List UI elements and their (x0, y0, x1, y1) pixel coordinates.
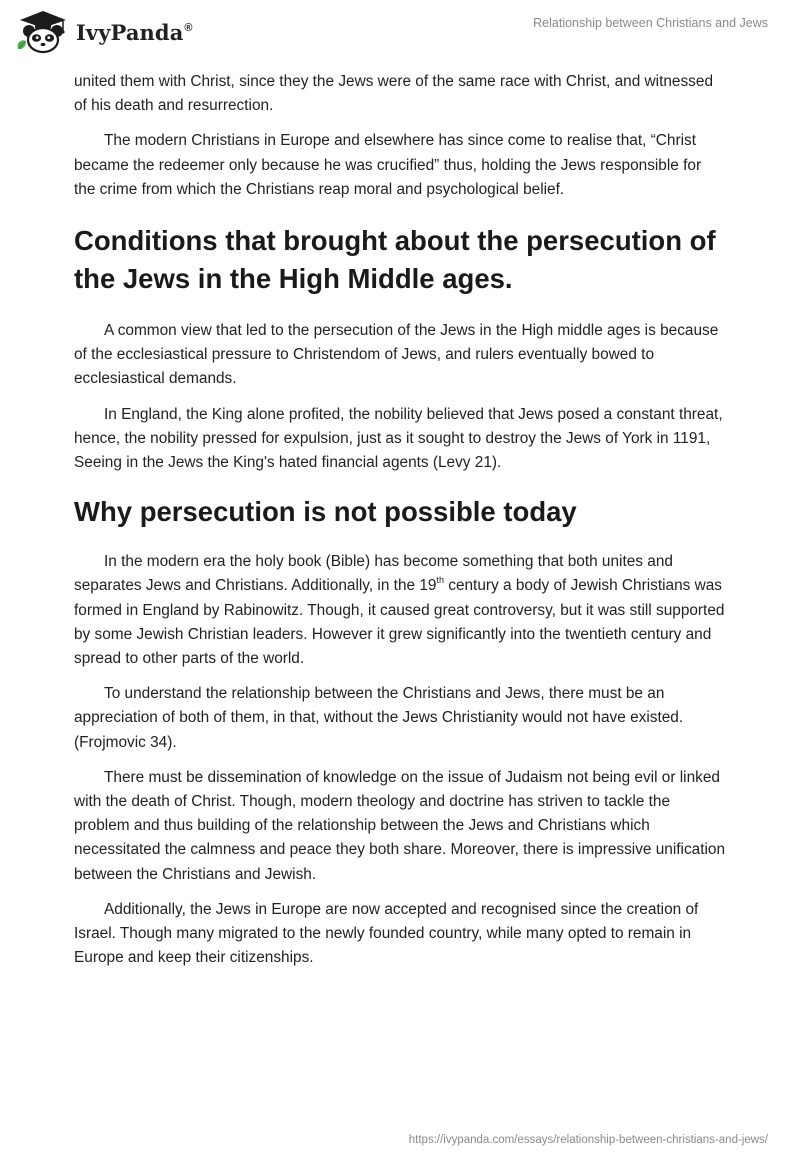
source-url[interactable]: https://ivypanda.com/essays/relationship-between-christians-and-jews/ (408, 1134, 768, 1146)
ordinal-suffix: th (436, 575, 444, 586)
paragraph: There must be dissemination of knowledge on the issue of Judaism not being evil or linked with the death of Christ. Though, modern theology and doctrine has striven to tackle the problem and thus building of the relationship between the Jews and Christians which necessitated the calmness and peace they both share. Moreover, there is impressive unification between the Christians and Jewish. (74, 768, 726, 883)
page-header (0, 0, 800, 66)
paragraph: Additionally, the Jews in Europe are now accepted and recognised since the creation of Israel. Though many migrated to the newly founded country, while many opted to remain in Europe and keep their citizenships. (74, 900, 699, 967)
paragraph: A common view that led to the persecution of the Jews in the High middle ages is because of the ecclesiastical pressure to Christendom of Jews, and rulers eventually bowed to ecclesiastical demands. (74, 322, 719, 388)
brand-logo[interactable] (14, 8, 193, 56)
section-heading: Conditions that brought about the persecution of the Jews in the High Middle ages. (74, 225, 716, 295)
paragraph-text: century a body of Jewish Christians was formed in England by Rabinowitz. Though, it caused great controversy, but it was still supported by some Jewish Christian leaders. However it grew significantly into the twentieth century and spread to other parts of the world. (74, 577, 725, 668)
paragraph: To understand the relationship between the Christians and Jews, there must be an appreciation of both of them, in that, without the Jews Christianity would not have existed. (Frojmovic 34). (74, 685, 684, 751)
brand-name: IvyPanda® (76, 19, 193, 45)
paragraph (74, 550, 726, 671)
paragraph: The modern Christians in Europe and elsewhere has since come to realise that, “Christ became the redeemer only because he was crucified” thus, holding the Jews responsible for the crime from which the Christians reap moral and psychological belief. (74, 132, 702, 198)
paragraph: In England, the King alone profited, the nobility believed that Jews posed a constant threat, hence, the nobility pressed for expulsion, just as it sought to destroy the Jews of York in 1191, Seeing in the Jews the King's hated financial agents (Levy 21). (74, 405, 723, 472)
paragraph-text: In the modern era the holy book (Bible) has become something that both unites and separates Jews and Christians. Additionally, in the 19 (74, 553, 673, 595)
essay-body (74, 70, 726, 981)
registered-mark: ® (184, 21, 193, 34)
graduation-panda-icon (14, 9, 72, 55)
paragraph: united them with Christ, since they the Jews were of the same race with Christ, and witnessed of his death and resurrection. (74, 73, 713, 115)
document-title: Relationship between Christians and Jews (533, 16, 768, 30)
section-heading: Why persecution is not possible today (74, 496, 577, 528)
